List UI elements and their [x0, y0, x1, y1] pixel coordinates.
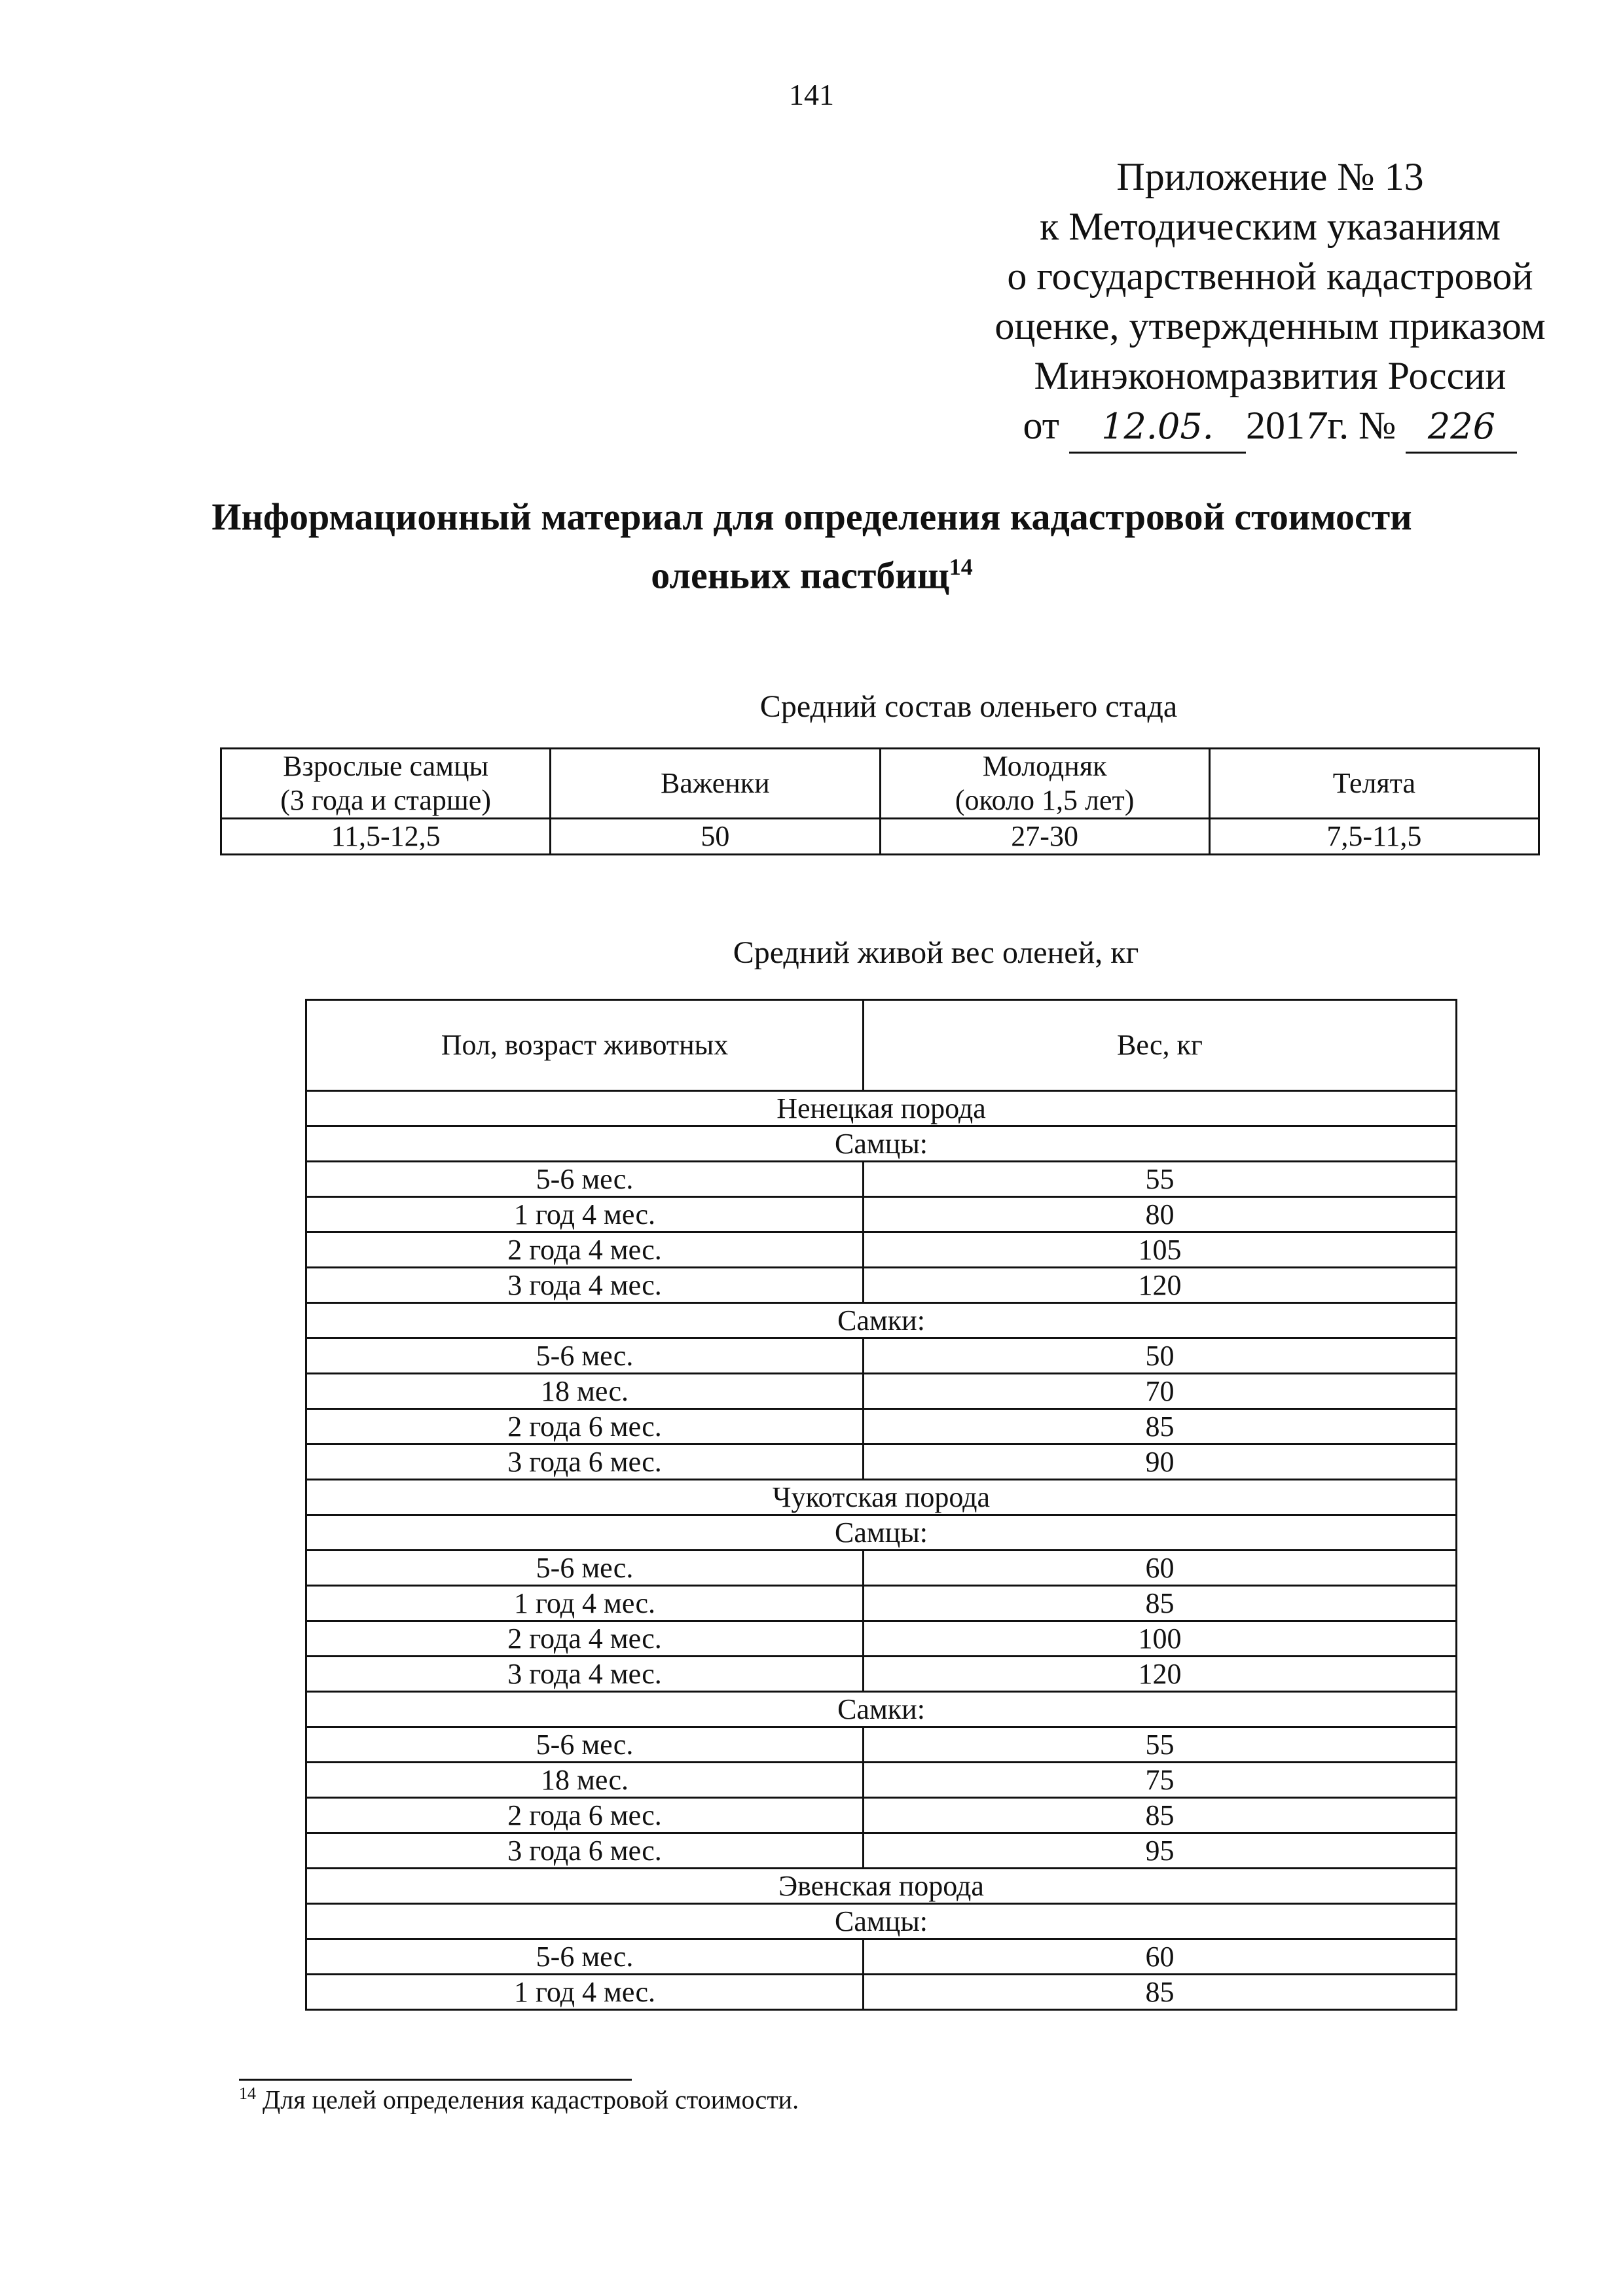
weight-cell: 55: [864, 1727, 1457, 1763]
weight-table-caption: Средний живой вес оленей, кг: [733, 935, 1139, 970]
age-cell: 5-6 мес.: [306, 1162, 864, 1197]
group-label: Самцы:: [306, 1904, 1457, 1939]
appendix-line: о государственной кадастровой: [1007, 255, 1533, 298]
table-row: [306, 1621, 1457, 1657]
value-cell: 27-30: [880, 819, 1209, 855]
group-label: Самки:: [306, 1303, 1457, 1338]
table-row: [306, 1833, 1457, 1869]
table-row: [306, 1409, 1457, 1444]
age-cell: 3 года 6 мес.: [306, 1833, 864, 1869]
age-cell: 1 год 4 мес.: [306, 1197, 864, 1232]
age-cell: 1 год 4 мес.: [306, 1975, 864, 2010]
table-row: [306, 1551, 1457, 1586]
appendix-line: к Методическим указаниям: [1040, 205, 1501, 248]
weight-cell: 70: [864, 1374, 1457, 1409]
weight-cell: 80: [864, 1197, 1457, 1232]
footnote: [239, 2084, 799, 2115]
group-row: [306, 1515, 1457, 1551]
weight-cell: 85: [864, 1586, 1457, 1621]
weight-cell: 60: [864, 1551, 1457, 1586]
handwritten-order-number: 226: [1406, 402, 1517, 454]
age-cell: 2 года 6 мес.: [306, 1798, 864, 1833]
table-row: [306, 1798, 1457, 1833]
group-row: [306, 1692, 1457, 1727]
group-row: [306, 1303, 1457, 1338]
from-prefix: от: [1023, 404, 1059, 447]
herd-table-caption: Средний состав оленьего стада: [759, 689, 1178, 724]
group-label: Чукотская порода: [306, 1480, 1457, 1515]
live-weight-table: [305, 999, 1457, 2011]
group-label: Самцы:: [306, 1126, 1457, 1162]
header-cell: Вес, кг: [864, 1000, 1457, 1091]
title-line-1: Информационный материал для определения кадастровой стоимости: [211, 495, 1412, 538]
group-label: Самки:: [306, 1692, 1457, 1727]
weight-cell: 100: [864, 1621, 1457, 1657]
age-cell: 3 года 4 мес.: [306, 1657, 864, 1692]
table-row: [306, 1338, 1457, 1374]
group-row: [306, 1480, 1457, 1515]
group-row: [306, 1904, 1457, 1939]
footnote-ref: 14: [949, 554, 973, 580]
weight-cell: 55: [864, 1162, 1457, 1197]
weight-cell: 90: [864, 1444, 1457, 1480]
appendix-line: Приложение № 13: [1116, 155, 1424, 198]
age-cell: 5-6 мес.: [306, 1551, 864, 1586]
age-cell: 2 года 4 мес.: [306, 1232, 864, 1268]
group-label: Эвенская порода: [306, 1869, 1457, 1904]
weight-cell: 105: [864, 1232, 1457, 1268]
age-cell: 2 года 4 мес.: [306, 1621, 864, 1657]
age-cell: 5-6 мес.: [306, 1338, 864, 1374]
age-cell: 18 мес.: [306, 1374, 864, 1409]
approval-date-line: [956, 401, 1584, 454]
appendix-block: [956, 152, 1584, 454]
header-cell: Молодняк (около 1,5 лет): [880, 749, 1209, 819]
age-cell: 2 года 6 мес.: [306, 1409, 864, 1444]
weight-cell: 95: [864, 1833, 1457, 1869]
weight-cell: 50: [864, 1338, 1457, 1374]
handwritten-date: 12.05.: [1069, 402, 1246, 454]
age-cell: 1 год 4 мес.: [306, 1586, 864, 1621]
table-row: [306, 1444, 1457, 1480]
year-suffix: г. №: [1327, 404, 1396, 447]
group-label: Самцы:: [306, 1515, 1457, 1551]
group-row: [306, 1091, 1457, 1126]
appendix-line: Минэкономразвития России: [1034, 354, 1506, 397]
page-number: 141: [789, 78, 834, 111]
weight-cell: 85: [864, 1409, 1457, 1444]
table-row: [306, 1162, 1457, 1197]
value-cell: 11,5-12,5: [221, 819, 551, 855]
year-prefix: 201: [1245, 404, 1305, 447]
age-cell: 5-6 мес.: [306, 1727, 864, 1763]
table-row: [306, 1657, 1457, 1692]
group-row: [306, 1126, 1457, 1162]
header-cell: Взрослые самцы (3 года и старше): [221, 749, 551, 819]
header-cell: Пол, возраст животных: [306, 1000, 864, 1091]
age-cell: 3 года 6 мес.: [306, 1444, 864, 1480]
weight-header-row: [306, 1000, 1457, 1091]
table-row: [306, 1939, 1457, 1975]
group-label: Ненецкая порода: [306, 1091, 1457, 1126]
table-row: [306, 1374, 1457, 1409]
title-line-2: оленьих пастбищ$^{14}$: [651, 554, 973, 597]
herd-header-row: [221, 749, 1539, 819]
table-row: [306, 1975, 1457, 2010]
table-row: [306, 1268, 1457, 1303]
handwritten-year-digit: 7: [1304, 406, 1328, 447]
weight-cell: 120: [864, 1657, 1457, 1692]
document-title: [196, 492, 1427, 600]
appendix-line: оценке, утвержденным приказом: [994, 304, 1546, 348]
weight-cell: 85: [864, 1798, 1457, 1833]
age-cell: 18 мес.: [306, 1763, 864, 1798]
table-row: [306, 1197, 1457, 1232]
weight-cell: 75: [864, 1763, 1457, 1798]
weight-cell: 120: [864, 1268, 1457, 1303]
weight-cell: 60: [864, 1939, 1457, 1975]
footnote-divider: [239, 2079, 632, 2081]
herd-composition-table: [220, 747, 1540, 855]
herd-values-row: [221, 819, 1539, 855]
group-row: [306, 1869, 1457, 1904]
header-cell: Телята: [1209, 749, 1539, 819]
footnote-text: Для целей определения кадастровой стоимости.: [263, 2085, 799, 2115]
table-row: [306, 1232, 1457, 1268]
table-row: [306, 1586, 1457, 1621]
weight-cell: 85: [864, 1975, 1457, 2010]
table-row: [306, 1727, 1457, 1763]
age-cell: 3 года 4 мес.: [306, 1268, 864, 1303]
age-cell: 5-6 мес.: [306, 1939, 864, 1975]
table-row: [306, 1763, 1457, 1798]
header-cell: Важенки: [551, 749, 880, 819]
footnote-number: 14: [239, 2084, 256, 2103]
value-cell: 50: [551, 819, 880, 855]
value-cell: 7,5-11,5: [1209, 819, 1539, 855]
